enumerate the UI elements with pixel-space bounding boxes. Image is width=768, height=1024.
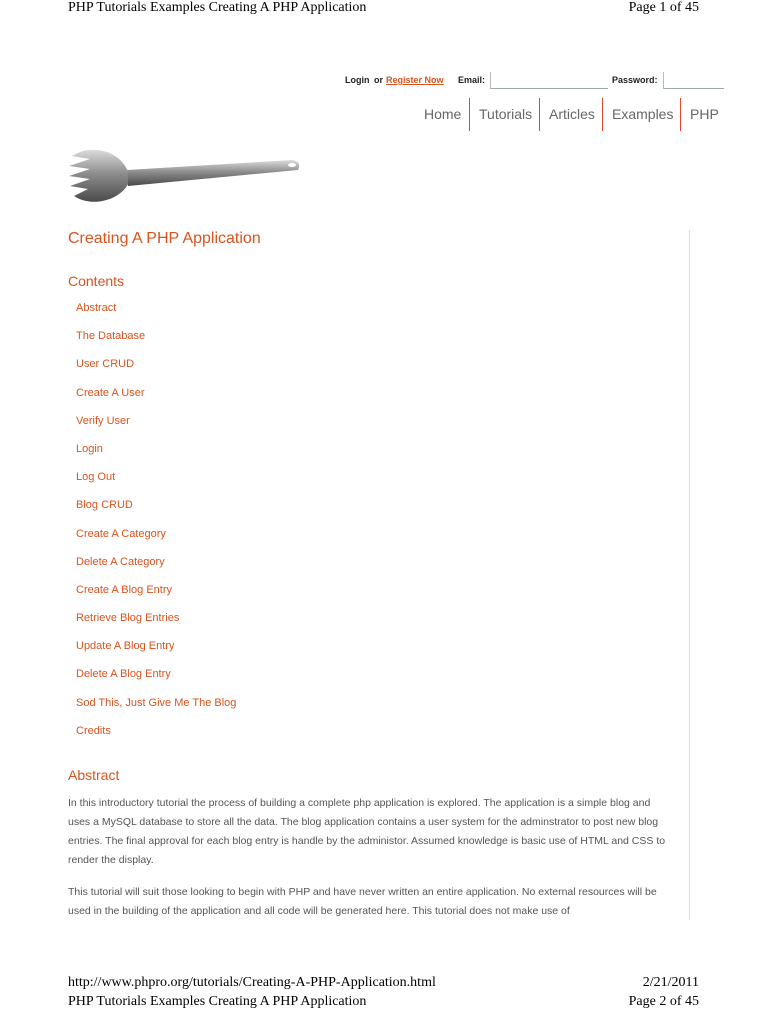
main-nav (418, 98, 719, 131)
toc-link-blog-crud[interactable]: Blog CRUD (76, 499, 133, 512)
contents-heading: Contents (68, 273, 125, 289)
toc-link-sod-this[interactable]: Sod This, Just Give Me The Blog (76, 696, 237, 709)
login-label: Login (345, 75, 370, 85)
nav-divider (602, 98, 603, 131)
nav-articles[interactable]: Articles (549, 106, 595, 122)
nav-tutorials[interactable]: Tutorials (479, 106, 533, 122)
toc-link-create-a-category[interactable]: Create A Category (76, 527, 166, 540)
table-of-contents (76, 300, 236, 751)
toc-link-retrieve-blog-entries[interactable]: Retrieve Blog Entries (76, 612, 180, 625)
toc-link-abstract[interactable]: Abstract (76, 302, 117, 314)
login-or-label: or (374, 75, 383, 85)
email-label: Email: (458, 75, 486, 85)
nav-examples[interactable]: Examples (612, 106, 674, 122)
toc-link-log-out[interactable]: Log Out (76, 471, 116, 484)
toc-link-create-a-blog-entry[interactable]: Create A Blog Entry (76, 583, 172, 596)
login-bar (345, 72, 699, 92)
print-header-page-number: Page 1 of 45 (628, 0, 699, 15)
nav-divider (469, 98, 470, 131)
abstract-paragraph: In this introductory tutorial the process of building a complete php application is explored. The application is a simple blog and uses a MySQL database to store all the data. The blog application contains a user system for the adminstrator to post new blog entries. The final approval for each blog entry is handle by the administor. Assumed knowledge is basic use of HTML and CSS to render the display. (68, 797, 666, 866)
toc-link-verify-user[interactable]: Verify User (76, 414, 130, 427)
register-now-link[interactable]: Register Now (386, 75, 444, 85)
nav-php[interactable]: PHP (690, 106, 719, 122)
nav-home[interactable]: Home (424, 106, 462, 122)
print-footer-date: 2/21/2011 (642, 975, 699, 990)
spork-handle (126, 160, 299, 186)
print-footer-title: PHP Tutorials Examples Creating A PHP Application (68, 994, 367, 1009)
print-header-title: PHP Tutorials Examples Creating A PHP Application (68, 0, 367, 15)
email-input[interactable] (490, 72, 608, 89)
toc-link-create-a-user[interactable]: Create A User (76, 386, 145, 399)
toc-link-login[interactable]: Login (76, 442, 103, 455)
abstract-paragraph: This tutorial will suit those looking to begin with PHP and have never written an entire application. No external resources will be used in the building of the application and all code will be generated here. This tutorial does not make use of (68, 886, 657, 917)
nav-divider (680, 98, 681, 131)
spork-head (69, 150, 128, 202)
page-title: Creating A PHP Application (68, 230, 261, 247)
toc-link-credits[interactable]: Credits (76, 724, 111, 737)
print-footer-url: http://www.phpro.org/tutorials/Creating-A-PHP-Application.html (68, 975, 436, 990)
spork-handle-hole (288, 163, 296, 167)
toc-link-user-crud[interactable]: User CRUD (76, 358, 135, 371)
abstract-heading: Abstract (68, 767, 120, 783)
content-divider (689, 230, 690, 920)
nav-divider (539, 98, 540, 131)
toc-link-the-database[interactable]: The Database (76, 330, 146, 343)
toc-link-delete-a-category[interactable]: Delete A Category (76, 555, 165, 568)
password-input[interactable] (663, 72, 724, 89)
password-label: Password: (612, 75, 658, 85)
toc-link-delete-a-blog-entry[interactable]: Delete A Blog Entry (76, 668, 171, 681)
print-footer-page-number: Page 2 of 45 (628, 994, 699, 1009)
toc-link-update-a-blog-entry[interactable]: Update A Blog Entry (76, 640, 175, 653)
spork-logo[interactable] (66, 142, 306, 214)
